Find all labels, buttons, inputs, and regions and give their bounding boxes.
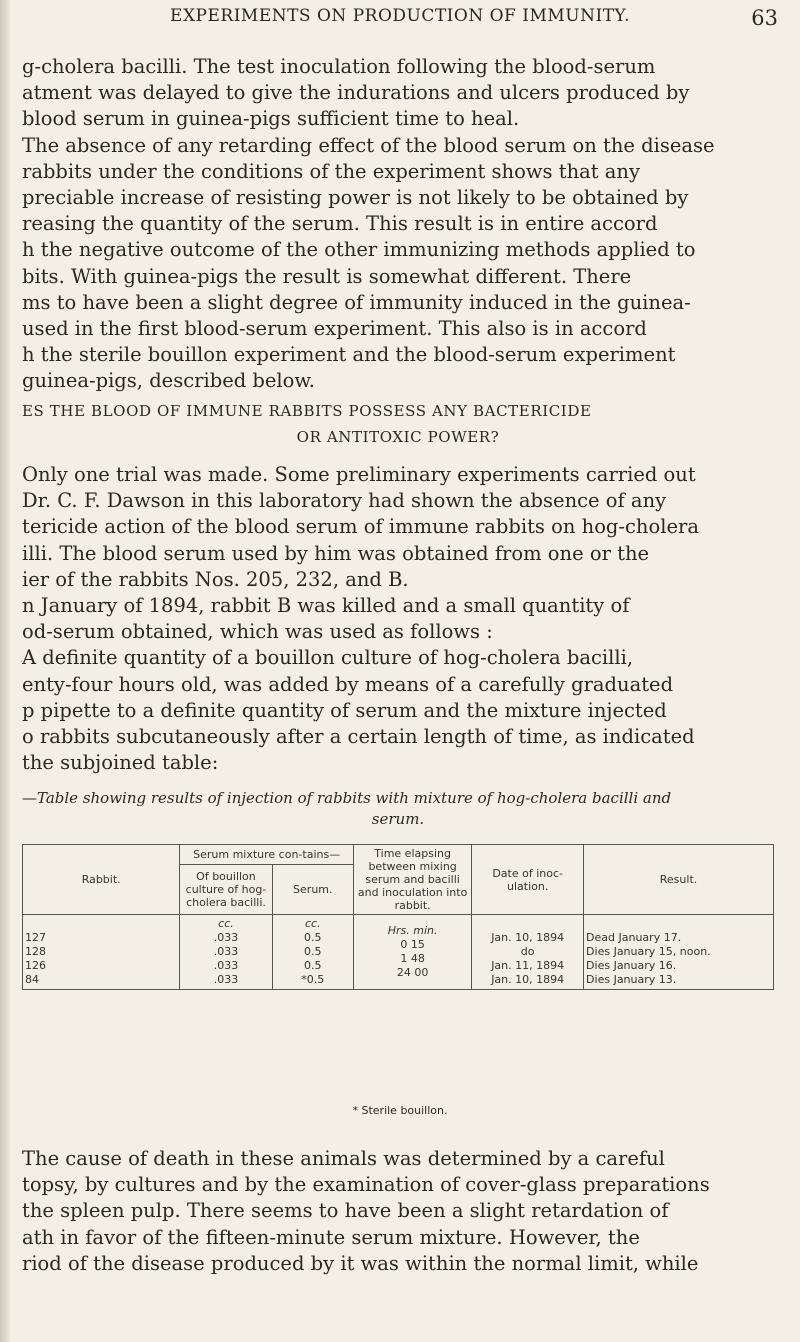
time-column xyxy=(353,915,471,990)
heading-line-2: OR ANTITOXIC POWER? xyxy=(296,428,500,446)
header-result: Result. xyxy=(584,845,774,915)
bouillon-column xyxy=(180,915,272,990)
paragraph-3 xyxy=(22,1146,774,1277)
running-title: EXPERIMENTS ON PRODUCTION OF IMMUNITY. xyxy=(170,6,630,26)
text-line: used in the first blood-serum experiment. This also is in accord xyxy=(22,317,647,341)
text-line: g-cholera bacilli. The test inoculation following the blood-serum xyxy=(22,55,656,78)
table-row xyxy=(23,915,774,990)
serum-column xyxy=(272,915,353,990)
text-line: blood serum in guinea-pigs sufficient time to heal. xyxy=(22,107,520,131)
table-footnote: * Sterile bouillon. xyxy=(352,1104,448,1117)
result-cell: Dies January 15, noon. xyxy=(586,945,711,958)
header-bouillon: Of bouillon culture of hog-cholera bacilli. xyxy=(180,865,272,915)
text-line: n January of 1894, rabbit B was killed and a small quantity of xyxy=(22,594,630,618)
text-line: h the negative outcome of the other immunizing methods applied to xyxy=(22,238,696,262)
text-line: p pipette to a definite quantity of serum and the mixture injected xyxy=(22,698,667,722)
rabbit-cell: 128 xyxy=(25,945,46,958)
text-line: tericide action of the blood serum of immune rabbits on hog-cholera xyxy=(22,515,699,539)
text-line: ath in favor of the fifteen-minute serum mixture. However, the xyxy=(22,1225,640,1249)
date-cell: Jan. 10, 1894 xyxy=(491,931,565,944)
rabbit-cell: 127 xyxy=(25,931,46,944)
text-line: the spleen pulp. There seems to have been a slight retardation of xyxy=(22,1199,669,1223)
serum-cell: 0.5 xyxy=(304,945,322,958)
text-line: enty-four hours old, was added by means of a carefully graduated xyxy=(22,672,674,696)
text-line: Dr. C. F. Dawson in this laboratory had shown the absence of any xyxy=(22,489,667,513)
text-line: riod of the disease produced by it was within the normal limit, while xyxy=(22,1251,699,1275)
caption-line-1: —Table showing results of injection of rabbits with mixture of hog-cholera bacilli and xyxy=(22,789,672,807)
date-cell: do xyxy=(520,945,535,958)
result-column xyxy=(584,915,774,990)
text-line: rabbits under the conditions of the experiment shows that any xyxy=(22,159,640,183)
text-line: h the sterile bouillon experiment and the blood-serum experiment xyxy=(22,343,676,367)
caption-line-2: serum. xyxy=(371,810,425,828)
text-line: reasing the quantity of the serum. This result is in entire accord xyxy=(22,212,658,236)
text-line: guinea-pigs, described below. xyxy=(22,369,315,393)
text-line: atment was delayed to give the indurations and ulcers produced by xyxy=(22,81,690,105)
rabbit-column xyxy=(23,915,180,990)
unit-label: Hrs. min. xyxy=(387,924,438,937)
result-cell: Dead January 17. xyxy=(586,931,682,944)
bouillon-cell: .033 xyxy=(213,931,239,944)
serum-cell: *0.5 xyxy=(301,973,325,986)
section-heading xyxy=(22,398,774,450)
date-cell: Jan. 11, 1894 xyxy=(491,959,565,972)
text-line: bits. With guinea-pigs the result is somewhat different. There xyxy=(22,264,632,288)
header-time: Time elapsing between mixing serum and bacilli and inoculation into rabbit. xyxy=(353,845,471,915)
time-cell: 1 48 xyxy=(400,952,425,965)
paragraph-1 xyxy=(22,54,774,395)
header-serum: Serum. xyxy=(272,865,353,915)
results-table xyxy=(22,844,774,990)
serum-cell: 0.5 xyxy=(304,959,322,972)
unit-label: cc. xyxy=(218,917,234,930)
result-cell: Dies January 16. xyxy=(586,959,677,972)
rabbit-cell: 84 xyxy=(25,973,39,986)
page-gutter-shadow xyxy=(0,0,10,1342)
text-line: od-serum obtained, which was used as follows : xyxy=(22,620,493,644)
header-serum-mixture: Serum mixture con-tains— xyxy=(180,845,354,865)
table-caption xyxy=(22,788,774,830)
text-line: topsy, by cultures and by the examination of cover-glass preparations xyxy=(22,1173,710,1197)
text-line: ms to have been a slight degree of immunity induced in the guinea- xyxy=(22,290,691,314)
unit-label: cc. xyxy=(304,917,321,930)
header-rabbit: Rabbit. xyxy=(23,845,180,915)
text-line: illi. The blood serum used by him was obtained from one or the xyxy=(22,541,650,565)
running-header xyxy=(0,6,800,30)
text-line: The cause of death in these animals was determined by a careful xyxy=(22,1147,665,1170)
bouillon-cell: .033 xyxy=(213,973,239,986)
bouillon-cell: .033 xyxy=(213,959,239,972)
text-line: ier of the rabbits Nos. 205, 232, and B. xyxy=(22,567,409,591)
result-cell: Dies January 13. xyxy=(586,973,677,986)
heading-line-1: ES THE BLOOD OF IMMUNE RABBITS POSSESS ANY BACTERICIDE xyxy=(22,402,592,420)
page-number: 63 xyxy=(751,6,778,30)
time-cell: 0 15 xyxy=(400,938,425,951)
paragraph-2 xyxy=(22,462,774,776)
text-line: the subjoined table: xyxy=(22,751,219,775)
serum-cell: 0.5 xyxy=(304,931,322,944)
text-line: preciable increase of resisting power is not likely to be obtained by xyxy=(22,186,689,210)
text-line: o rabbits subcutaneously after a certain length of time, as indicated xyxy=(22,725,695,749)
time-cell: 24 00 xyxy=(396,966,429,979)
text-line: A definite quantity of a bouillon culture of hog-cholera bacilli, xyxy=(22,646,634,670)
bouillon-cell: .033 xyxy=(213,945,239,958)
date-cell: Jan. 10, 1894 xyxy=(491,973,565,986)
text-line: The absence of any retarding effect of the blood serum on the disease xyxy=(22,133,715,157)
rabbit-cell: 126 xyxy=(25,959,46,972)
header-date: Date of inoc-ulation. xyxy=(472,845,584,915)
date-column xyxy=(472,915,584,990)
text-line: Only one trial was made. Some preliminary experiments carried out xyxy=(22,463,696,486)
